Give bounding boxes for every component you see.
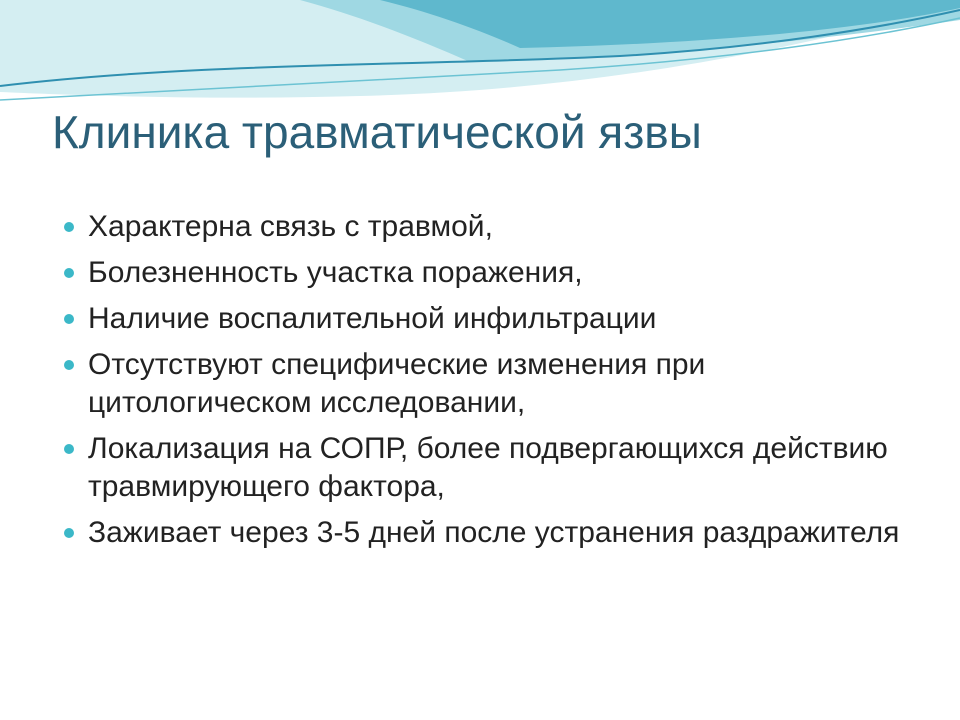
bullet-text: Заживает через 3-5 дней после устранения раздражителя: [88, 516, 900, 549]
bullet-item: [60, 254, 920, 292]
slide-title: Клиника травматической язвы: [52, 106, 702, 158]
bullet-item: [60, 346, 920, 422]
bullet-text: Характерна связь с травмой,: [88, 210, 493, 243]
bullet-dot-icon: [64, 268, 74, 278]
bullet-dot-icon: [64, 444, 74, 454]
bullet-dot-icon: [64, 360, 74, 370]
bullet-item: [60, 208, 920, 246]
bullet-item: [60, 430, 920, 506]
bullet-dot-icon: [64, 314, 74, 324]
header-wave-decoration: [0, 0, 960, 120]
bullet-item: [60, 514, 920, 552]
bullet-text: Болезненность участка поражения,: [88, 256, 583, 289]
bullet-dot-icon: [64, 528, 74, 538]
bullet-text: Наличие воспалительной инфильтрации: [88, 302, 657, 335]
bullet-list: [60, 208, 920, 560]
bullet-item: [60, 300, 920, 338]
bullet-text: Отсутствуют специфические изменения при цитологическом исследовании,: [88, 348, 706, 419]
bullet-dot-icon: [64, 222, 74, 232]
bullet-text: Локализация на СОПР, более подвергающихся действию травмирующего фактора,: [88, 432, 888, 503]
